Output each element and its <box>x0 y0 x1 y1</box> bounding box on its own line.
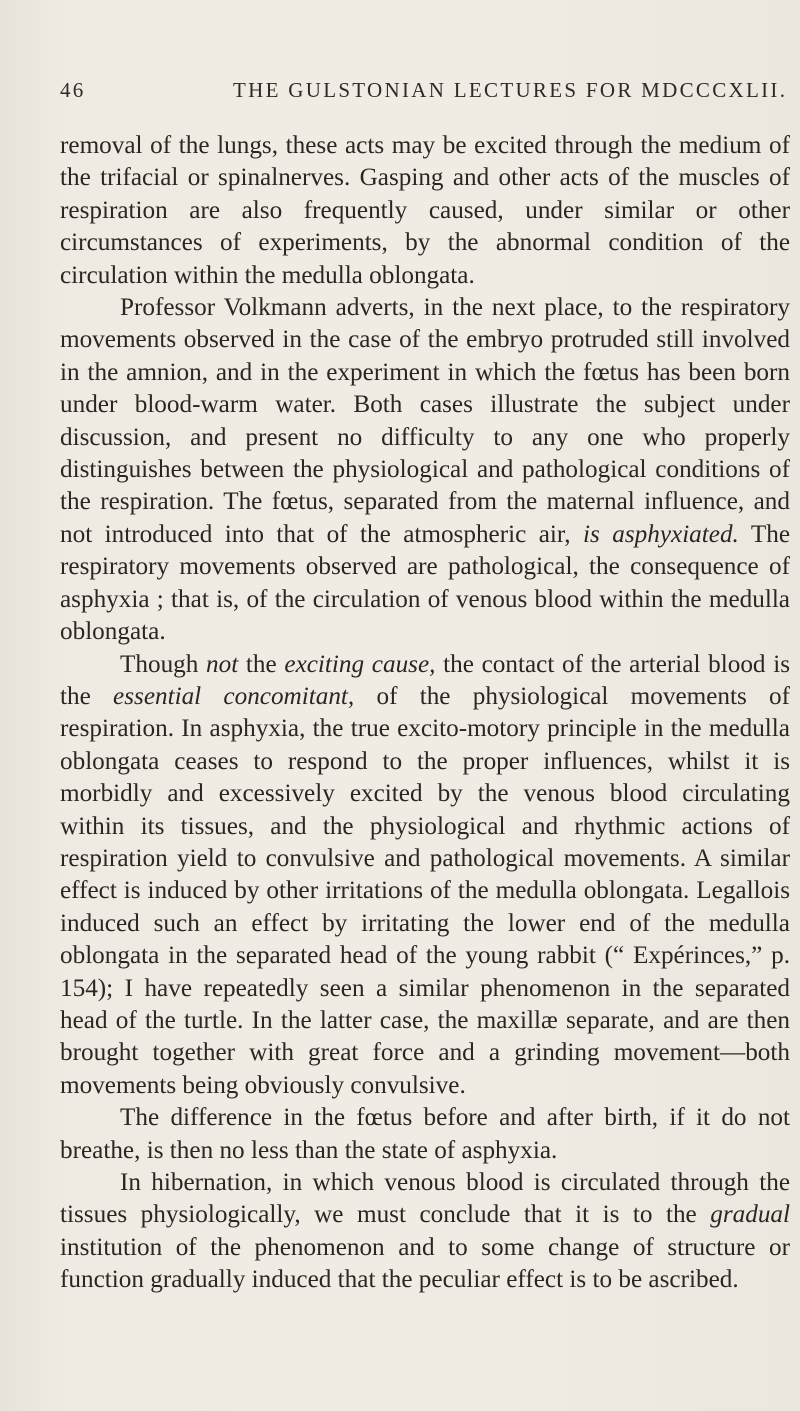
paragraph-3-italic-exciting: exciting cause, <box>284 650 436 678</box>
paragraph-2-italic: is asphyxiated. <box>583 520 739 548</box>
body-text <box>60 130 790 1297</box>
paragraph-3-text-a: Though <box>120 650 199 678</box>
paragraph-3-italic-essential: essential concomitant, <box>113 682 355 710</box>
paragraph-3-italic-not: not <box>206 650 239 678</box>
running-title: THE GULSTONIAN LECTURES FOR MDCCCXLII. <box>233 78 788 102</box>
paragraph-3-text-e: the contact of the arterial blood is the <box>60 650 790 710</box>
paragraph-5-italic: gradual <box>710 1201 791 1229</box>
paragraph-4-text: The difference in the fœtus before and after birth, if it do not breathe, is then no less than the state of asphyxia. <box>60 1104 790 1164</box>
paragraph-3-text-c: the <box>245 650 277 678</box>
paragraph-5-text-a: In hibernation, in which venous blood is circulated through the tissues physiologically, we must conclude that it is to the <box>60 1169 790 1229</box>
paragraph-2-text-a: Professor Volkmann adverts, in the next place, to the respiratory movements observed in the case of the embryo protruded still involved in the amnion, and in the experiment in which the fœtus has been born under blood-warm water. Both cases illustrate the subject under discussion, and present no difficulty to any one who properly distinguishes between the physiological and pathological conditions of the respiration. The fœtus, separated from the maternal influence, and not introduced into that of the atmospheric air, <box>60 294 790 548</box>
paragraph-2 <box>60 292 790 648</box>
paragraph-4 <box>60 1102 790 1167</box>
paragraph-1-text: removal of the lungs, these acts may be excited through the medium of the trifacial or spinalnerves. Gasping and other acts of the muscles of respiration are also frequently caused, under similar or other circumstances of experiments, by the abnormal condition of the circulation within the medulla oblongata. <box>60 132 790 289</box>
paragraph-5 <box>60 1167 790 1297</box>
paragraph-3-text-g: of the physiological movements of respiration. In asphyxia, the true excito-motory principle in the medulla oblongata ceases to respond to the proper influences, whilst it is morbidly and excessively excited by the venous blood circulating within its tissues, and the physiological and rhythmic actions of respiration yield to convulsive and pathological movements. A similar effect is induced by other irritations of the medulla oblongata. Legallois induced such an effect by irritating the lower end of the medulla oblongata in the separated head of the young rabbit (“ Expérinces,” p. 154); I have repeatedly seen a similar phenomenon in the separated head of the turtle. In the latter case, the maxillæ separate, and are then brought together with great force and a grinding movement—both movements being obviously convulsive. <box>60 682 791 1099</box>
paragraph-2-text-c: The respiratory movements observed are pathological, the consequence of asphyxia ; that is, of the circulation of venous blood within the medulla oblongata. <box>60 520 791 646</box>
paragraph-3 <box>60 649 790 1103</box>
paragraph-1 <box>60 130 790 292</box>
page-number: 46 <box>60 78 86 102</box>
running-head <box>60 78 788 108</box>
paragraph-5-text-c: institution of the phenomenon and to some change of structure or function gradually induced that the peculiar effect is to be ascribed. <box>60 1233 790 1294</box>
